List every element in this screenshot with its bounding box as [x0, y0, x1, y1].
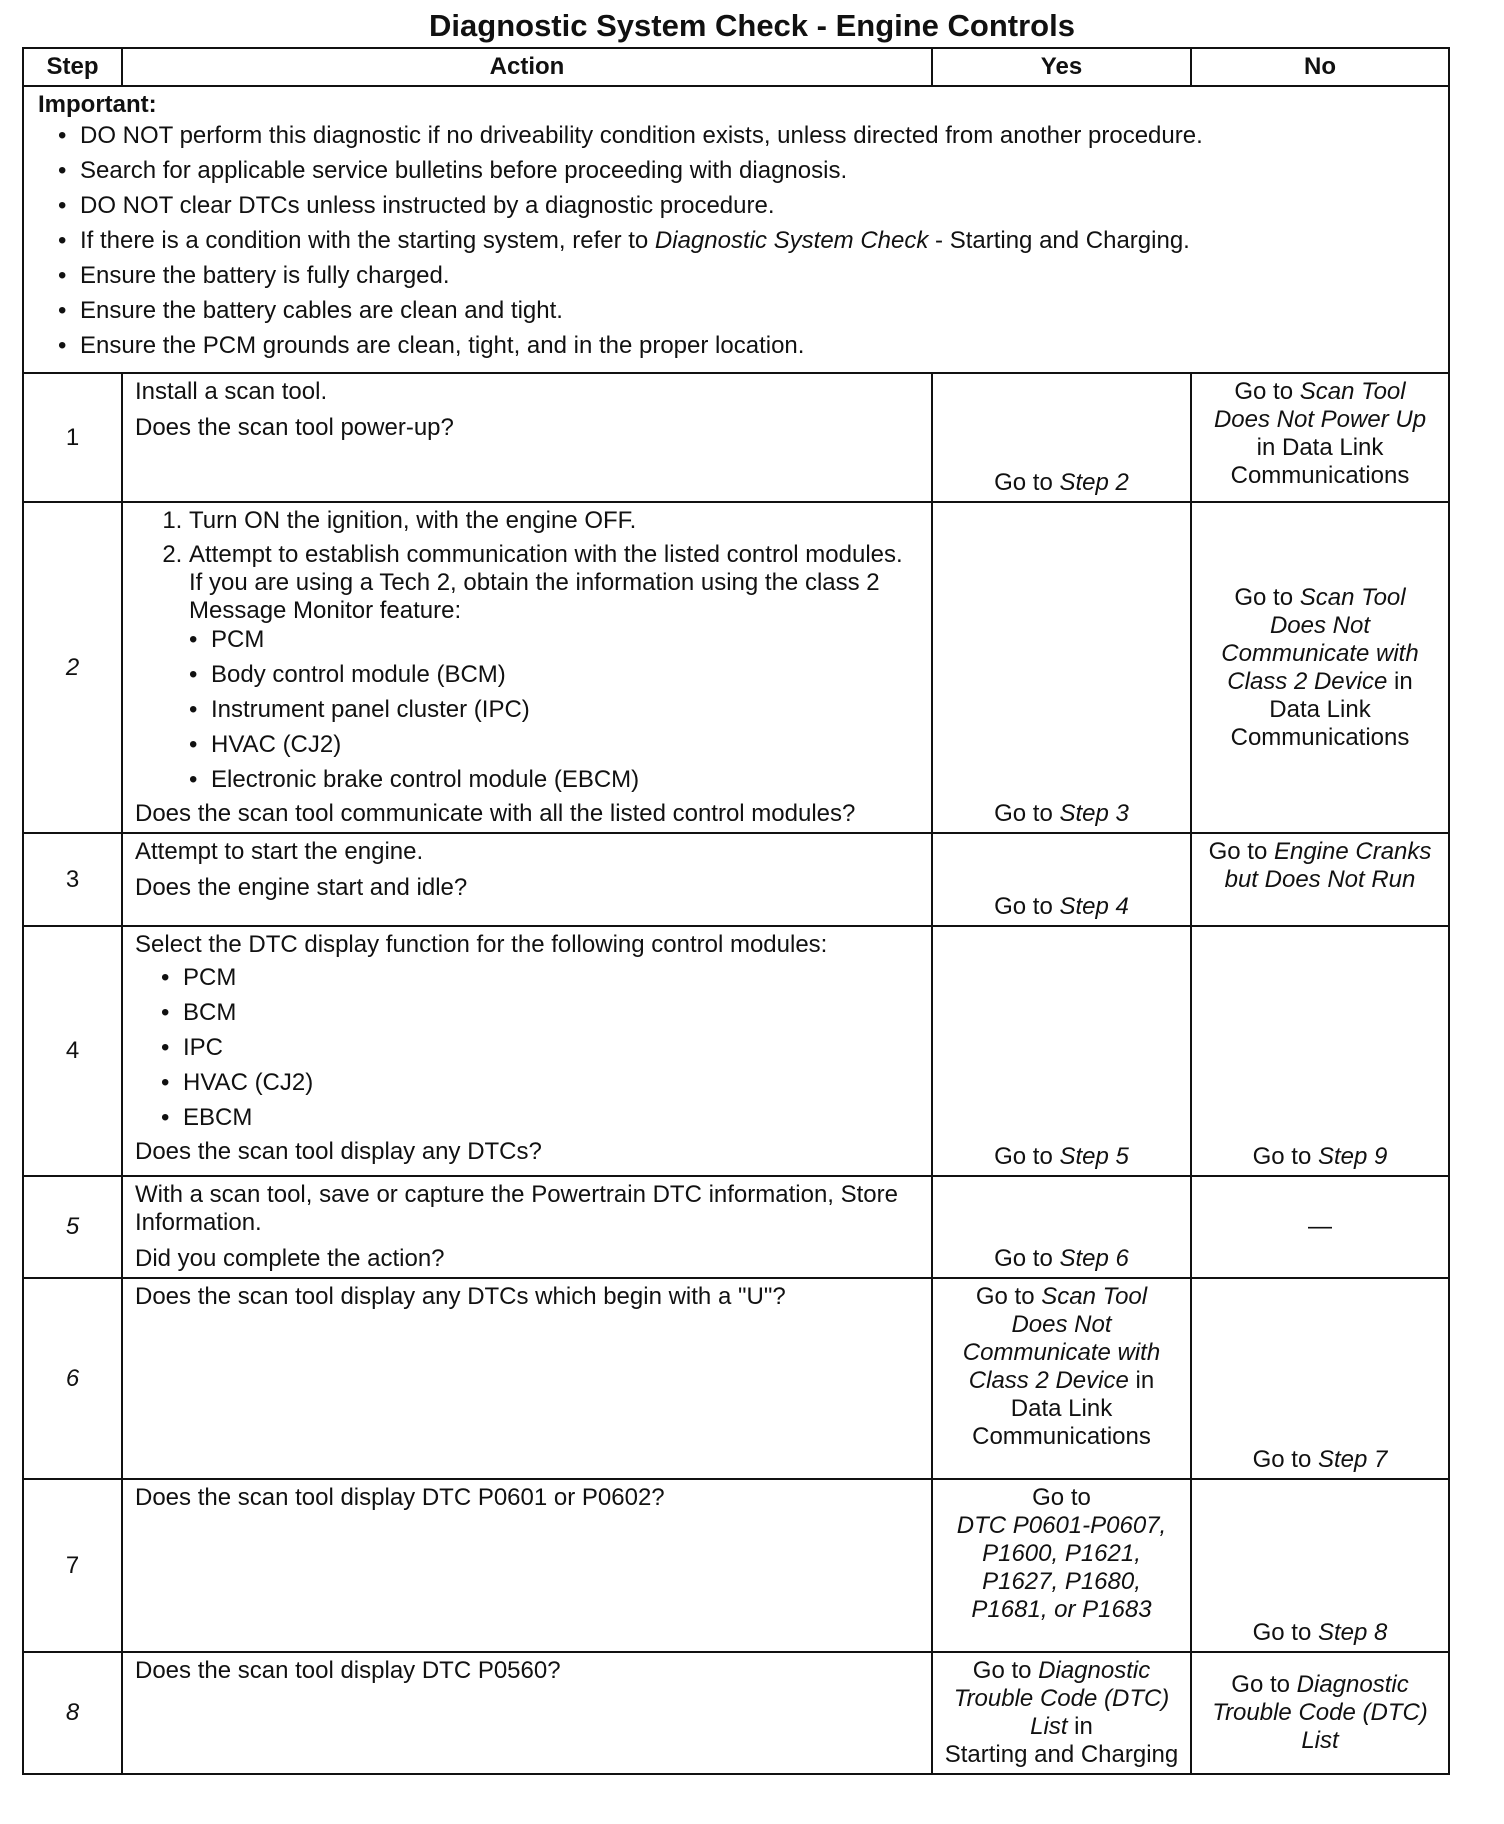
- step-action: [122, 1652, 932, 1774]
- yes-cell: [932, 1652, 1191, 1774]
- list-item: • EBCM: [183, 1103, 919, 1132]
- header-action: Action: [122, 48, 932, 86]
- no-cell: [1191, 1652, 1449, 1774]
- text: If there is a condition with the starting system, refer to: [80, 227, 655, 254]
- yes-cell: [932, 502, 1191, 833]
- reference-link[interactable]: Step 6: [1059, 1245, 1129, 1272]
- list-item-text: Attempt to establish communication with the listed control modules. If you are using a Tech 2, obtain the information using the class 2 Message Monitor feature:: [189, 541, 903, 624]
- action-question: Does the engine start and idle?: [135, 874, 468, 901]
- reference-link[interactable]: Step 8: [1317, 1619, 1388, 1646]
- step-row: [23, 833, 1449, 926]
- page-title: Diagnostic System Check - Engine Controls: [429, 8, 1075, 43]
- section-name: Communications: [1230, 723, 1410, 751]
- yes-cell: [932, 926, 1191, 1176]
- go-to-text: Go to: [1231, 1671, 1297, 1698]
- header-yes: Yes: [932, 48, 1191, 86]
- important-item: • Search for applicable service bulletins before proceeding with diagnosis.: [80, 156, 1434, 185]
- reference-link[interactable]: DTC P0601-P0607,: [956, 1512, 1167, 1539]
- reference-link[interactable]: Does Not: [1011, 1311, 1112, 1338]
- list-item: • Body control module (BCM): [211, 660, 919, 689]
- header-no: No: [1191, 48, 1449, 86]
- step-action: [122, 502, 932, 833]
- no-cell: [1191, 1278, 1449, 1479]
- go-to-text: Go to: [994, 1245, 1060, 1272]
- ordered-list: [135, 507, 919, 794]
- reference-link[interactable]: Step 4: [1059, 893, 1129, 920]
- reference-link[interactable]: Step 2: [1059, 469, 1129, 496]
- action-question: Does the scan tool display any DTCs?: [135, 1138, 542, 1165]
- section-name: Communications: [1230, 462, 1410, 489]
- list-item: • IPC: [183, 1033, 919, 1062]
- list-item: 1. Turn ON the ignition, with the engine OFF.: [189, 507, 919, 535]
- no-cell: [1191, 1479, 1449, 1652]
- reference-link[interactable]: Scan Tool: [1299, 583, 1406, 611]
- action-text: Install a scan tool.: [135, 378, 328, 405]
- go-to-text: Go to: [994, 469, 1060, 496]
- step-number: 2: [23, 502, 122, 833]
- reference-link[interactable]: Step 7: [1317, 1446, 1388, 1473]
- reference-link[interactable]: but Does Not Run: [1224, 866, 1416, 893]
- step-row: [23, 926, 1449, 1176]
- reference-link[interactable]: Diagnostic: [1296, 1671, 1409, 1698]
- go-to-text: Go to: [1234, 583, 1300, 611]
- step-row: [23, 1278, 1449, 1479]
- reference-link[interactable]: Communicate with: [962, 1339, 1161, 1366]
- yes-cell: [932, 1278, 1191, 1479]
- step-action: [122, 1278, 932, 1479]
- go-to-text: Go to: [975, 1283, 1042, 1310]
- reference-link[interactable]: Scan Tool: [1041, 1283, 1148, 1310]
- step-action: [122, 1479, 932, 1652]
- step-action: [122, 926, 932, 1176]
- go-to-text: Go to: [994, 893, 1060, 920]
- reference-link[interactable]: Step 3: [1059, 800, 1129, 827]
- header-row: [23, 48, 1449, 86]
- section-name: Data Link: [1281, 434, 1384, 461]
- list-item: [189, 541, 919, 794]
- no-cell: [1191, 373, 1449, 502]
- yes-cell: [932, 833, 1191, 926]
- step-number: 3: [23, 833, 122, 926]
- step-row: [23, 502, 1449, 833]
- reference-link[interactable]: Class 2 Device: [1227, 667, 1388, 695]
- reference-link[interactable]: Diagnostic System Check: [654, 227, 929, 254]
- yes-cell: [932, 1176, 1191, 1278]
- important-list: [38, 121, 1434, 360]
- action-text: With a scan tool, save or capture the Powertrain DTC information, Store Information.: [135, 1181, 898, 1236]
- important-row: [23, 86, 1449, 373]
- reference-link[interactable]: Engine Cranks: [1273, 838, 1432, 865]
- reference-link[interactable]: Communicate with: [1221, 639, 1419, 667]
- action-question: Did you complete the action?: [135, 1245, 445, 1272]
- in-text: in: [1387, 667, 1413, 695]
- reference-link[interactable]: Does Not Power Up: [1213, 406, 1427, 433]
- step-number: 5: [23, 1176, 122, 1278]
- step-number: 7: [23, 1479, 122, 1652]
- yes-cell: [932, 1479, 1191, 1652]
- header-step: Step: [23, 48, 122, 86]
- go-to-text: Go to: [1252, 1446, 1318, 1473]
- important-item: • DO NOT perform this diagnostic if no driveability condition exists, unless directed from another procedure.: [80, 121, 1434, 150]
- section-name: Starting and Charging: [944, 1741, 1179, 1768]
- section-name: Data Link: [1010, 1395, 1113, 1422]
- yes-cell: [932, 373, 1191, 502]
- step-number: 8: [23, 1652, 122, 1774]
- important-notes: [23, 86, 1449, 373]
- list-item: • BCM: [183, 998, 919, 1027]
- step-number: 1: [23, 373, 122, 502]
- step-action: [122, 1176, 932, 1278]
- go-to-text: Go to: [1252, 1619, 1318, 1646]
- list-item: • HVAC (CJ2): [183, 1068, 919, 1097]
- reference-link[interactable]: Scan Tool: [1299, 378, 1406, 405]
- reference-link[interactable]: Step 9: [1317, 1143, 1388, 1170]
- reference-link[interactable]: P1681, or P1683: [971, 1596, 1152, 1623]
- reference-link[interactable]: Class 2 Device: [968, 1367, 1129, 1394]
- list-item: • PCM: [183, 963, 919, 992]
- important-item: • Ensure the PCM grounds are clean, tight, and in the proper location.: [80, 331, 1434, 360]
- list-item: • HVAC (CJ2): [211, 730, 919, 759]
- reference-link[interactable]: P1600, P1621,: [982, 1540, 1141, 1567]
- in-text: in: [1256, 434, 1282, 461]
- no-cell: —: [1191, 1176, 1449, 1278]
- section-name: Communications: [972, 1423, 1151, 1450]
- go-to-text: Go to: [1234, 378, 1300, 405]
- list-item: • Instrument panel cluster (IPC): [211, 695, 919, 724]
- step-action: [122, 373, 932, 502]
- reference-link[interactable]: Does Not: [1269, 611, 1371, 639]
- in-text: in: [1067, 1713, 1093, 1740]
- text: - Starting and Charging.: [928, 227, 1190, 254]
- go-to-text: Go to: [1032, 1484, 1091, 1511]
- in-text: in: [1128, 1367, 1155, 1394]
- step-number: 4: [23, 926, 122, 1176]
- reference-link[interactable]: Trouble Code (DTC): [1212, 1699, 1428, 1726]
- action-question: Does the scan tool display any DTCs which begin with a "U"?: [135, 1283, 786, 1310]
- action-text: Select the DTC display function for the following control modules:: [135, 931, 828, 958]
- step-row: [23, 373, 1449, 502]
- no-cell: [1191, 833, 1449, 926]
- module-list: [189, 625, 919, 794]
- go-to-text: Go to: [1252, 1143, 1318, 1170]
- reference-link[interactable]: P1627, P1680,: [982, 1568, 1141, 1595]
- action-text: Attempt to start the engine.: [135, 838, 424, 865]
- step-number: 6: [23, 1278, 122, 1479]
- go-to-text: Go to: [994, 1143, 1060, 1170]
- no-cell: [1191, 926, 1449, 1176]
- step-row: [23, 1652, 1449, 1774]
- important-heading: Important:: [38, 91, 157, 118]
- section-name: Data Link: [1269, 695, 1371, 723]
- no-cell: [1191, 502, 1449, 833]
- go-to-text: Go to: [994, 800, 1060, 827]
- action-question: Does the scan tool display DTC P0601 or P0602?: [135, 1484, 665, 1511]
- diagnostic-table: [22, 47, 1450, 1775]
- reference-link[interactable]: Diagnostic: [1038, 1657, 1151, 1684]
- go-to-text: Go to: [1208, 838, 1274, 865]
- action-question: Does the scan tool power-up?: [135, 414, 454, 441]
- list-item: • PCM: [211, 625, 919, 654]
- action-question: Does the scan tool display DTC P0560?: [135, 1657, 561, 1684]
- reference-link[interactable]: Step 5: [1059, 1143, 1129, 1170]
- list-item: • Electronic brake control module (EBCM): [211, 765, 919, 794]
- module-list: [135, 963, 919, 1132]
- go-to-text: Go to: [972, 1657, 1039, 1684]
- step-row: [23, 1479, 1449, 1652]
- reference-link[interactable]: List: [1030, 1713, 1068, 1740]
- reference-link[interactable]: Trouble Code (DTC): [953, 1685, 1170, 1712]
- important-item: • Ensure the battery cables are clean and tight.: [80, 296, 1434, 325]
- important-item: • DO NOT clear DTCs unless instructed by a diagnostic procedure.: [80, 191, 1434, 220]
- important-item: • Ensure the battery is fully charged.: [80, 261, 1434, 290]
- important-item-starting: [80, 226, 1434, 255]
- step-action: [122, 833, 932, 926]
- step-row: [23, 1176, 1449, 1278]
- action-question: Does the scan tool communicate with all the listed control modules?: [135, 800, 856, 827]
- reference-link[interactable]: List: [1301, 1727, 1339, 1754]
